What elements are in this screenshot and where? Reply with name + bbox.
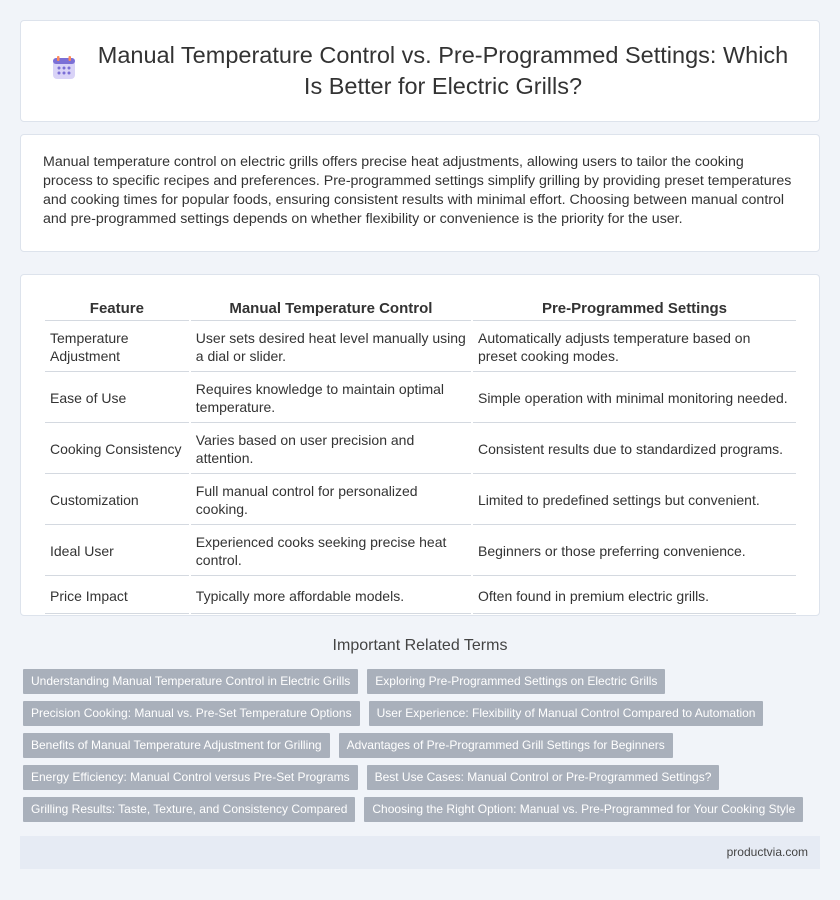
feature-cell: Temperature Adjustment	[45, 323, 189, 372]
table-row	[45, 425, 796, 474]
related-term-tag[interactable]: Advantages of Pre-Programmed Grill Settings for Beginners	[339, 733, 673, 758]
manual-cell: User sets desired heat level manually using a dial or slider.	[191, 323, 471, 372]
header-manual: Manual Temperature Control	[191, 297, 471, 321]
preprogrammed-cell: Automatically adjusts temperature based on preset cooking modes.	[473, 323, 796, 372]
manual-cell: Experienced cooks seeking precise heat control.	[191, 527, 471, 576]
feature-cell: Cooking Consistency	[45, 425, 189, 474]
related-term-tag[interactable]: User Experience: Flexibility of Manual Control Compared to Automation	[369, 701, 764, 726]
preprogrammed-cell: Limited to predefined settings but convenient.	[473, 476, 796, 525]
title-card	[20, 20, 820, 122]
table-row	[45, 323, 796, 372]
related-term-tag[interactable]: Precision Cooking: Manual vs. Pre-Set Temperature Options	[23, 701, 360, 726]
comparison-table-card	[20, 274, 820, 616]
header-feature: Feature	[45, 297, 189, 321]
table-row	[45, 476, 796, 525]
feature-cell: Ideal User	[45, 527, 189, 576]
manual-cell: Varies based on user precision and attention.	[191, 425, 471, 474]
related-terms-title: Important Related Terms	[332, 637, 508, 654]
manual-cell: Full manual control for personalized cooking.	[191, 476, 471, 525]
preprogrammed-cell: Consistent results due to standardized programs.	[473, 425, 796, 474]
preprogrammed-cell: Simple operation with minimal monitoring needed.	[473, 374, 796, 423]
related-term-tag[interactable]: Understanding Manual Temperature Control in Electric Grills	[23, 669, 358, 694]
related-term-tag[interactable]: Energy Efficiency: Manual Control versus Pre-Set Programs	[23, 765, 358, 790]
table-row	[45, 527, 796, 576]
related-term-tag[interactable]: Best Use Cases: Manual Control or Pre-Programmed Settings?	[367, 765, 720, 790]
table-row	[45, 374, 796, 423]
feature-cell: Customization	[45, 476, 189, 525]
footer	[20, 836, 820, 869]
header-preprogrammed: Pre-Programmed Settings	[473, 297, 796, 321]
comparison-table	[43, 295, 798, 616]
table-header-row	[45, 297, 796, 321]
preprogrammed-cell: Beginners or those preferring convenience.	[473, 527, 796, 576]
calendar-grid-icon	[51, 55, 77, 81]
related-terms-tags	[23, 669, 823, 829]
manual-cell: Typically more affordable models.	[191, 578, 471, 614]
feature-cell: Price Impact	[45, 578, 189, 614]
intro-paragraph: Manual temperature control on electric grills offers precise heat adjustments, allowing users to tailor the cooking process to specific recipes and preferences. Pre-programmed settings simplify grilling by providing preset temperatures and cooking times for popular foods, ensuring consistent results with minimal effort. Choosing between manual control and pre-programmed settings depends on whether flexibility or convenience is the priority for the user.	[43, 154, 792, 227]
title-wrap	[51, 40, 789, 102]
related-term-tag[interactable]: Exploring Pre-Programmed Settings on Electric Grills	[367, 669, 665, 694]
feature-cell: Ease of Use	[45, 374, 189, 423]
table-row	[45, 578, 796, 614]
footer-site-name: productvia.com	[726, 845, 808, 859]
related-term-tag[interactable]: Grilling Results: Taste, Texture, and Consistency Compared	[23, 797, 355, 822]
preprogrammed-cell: Often found in premium electric grills.	[473, 578, 796, 614]
related-term-tag[interactable]: Choosing the Right Option: Manual vs. Pre-Programmed for Your Cooking Style	[364, 797, 803, 822]
related-term-tag[interactable]: Benefits of Manual Temperature Adjustment for Grilling	[23, 733, 330, 758]
intro-card	[20, 134, 820, 252]
page-title: Manual Temperature Control vs. Pre-Programmed Settings: Which Is Better for Electric Grills?	[97, 42, 789, 99]
manual-cell: Requires knowledge to maintain optimal temperature.	[191, 374, 471, 423]
